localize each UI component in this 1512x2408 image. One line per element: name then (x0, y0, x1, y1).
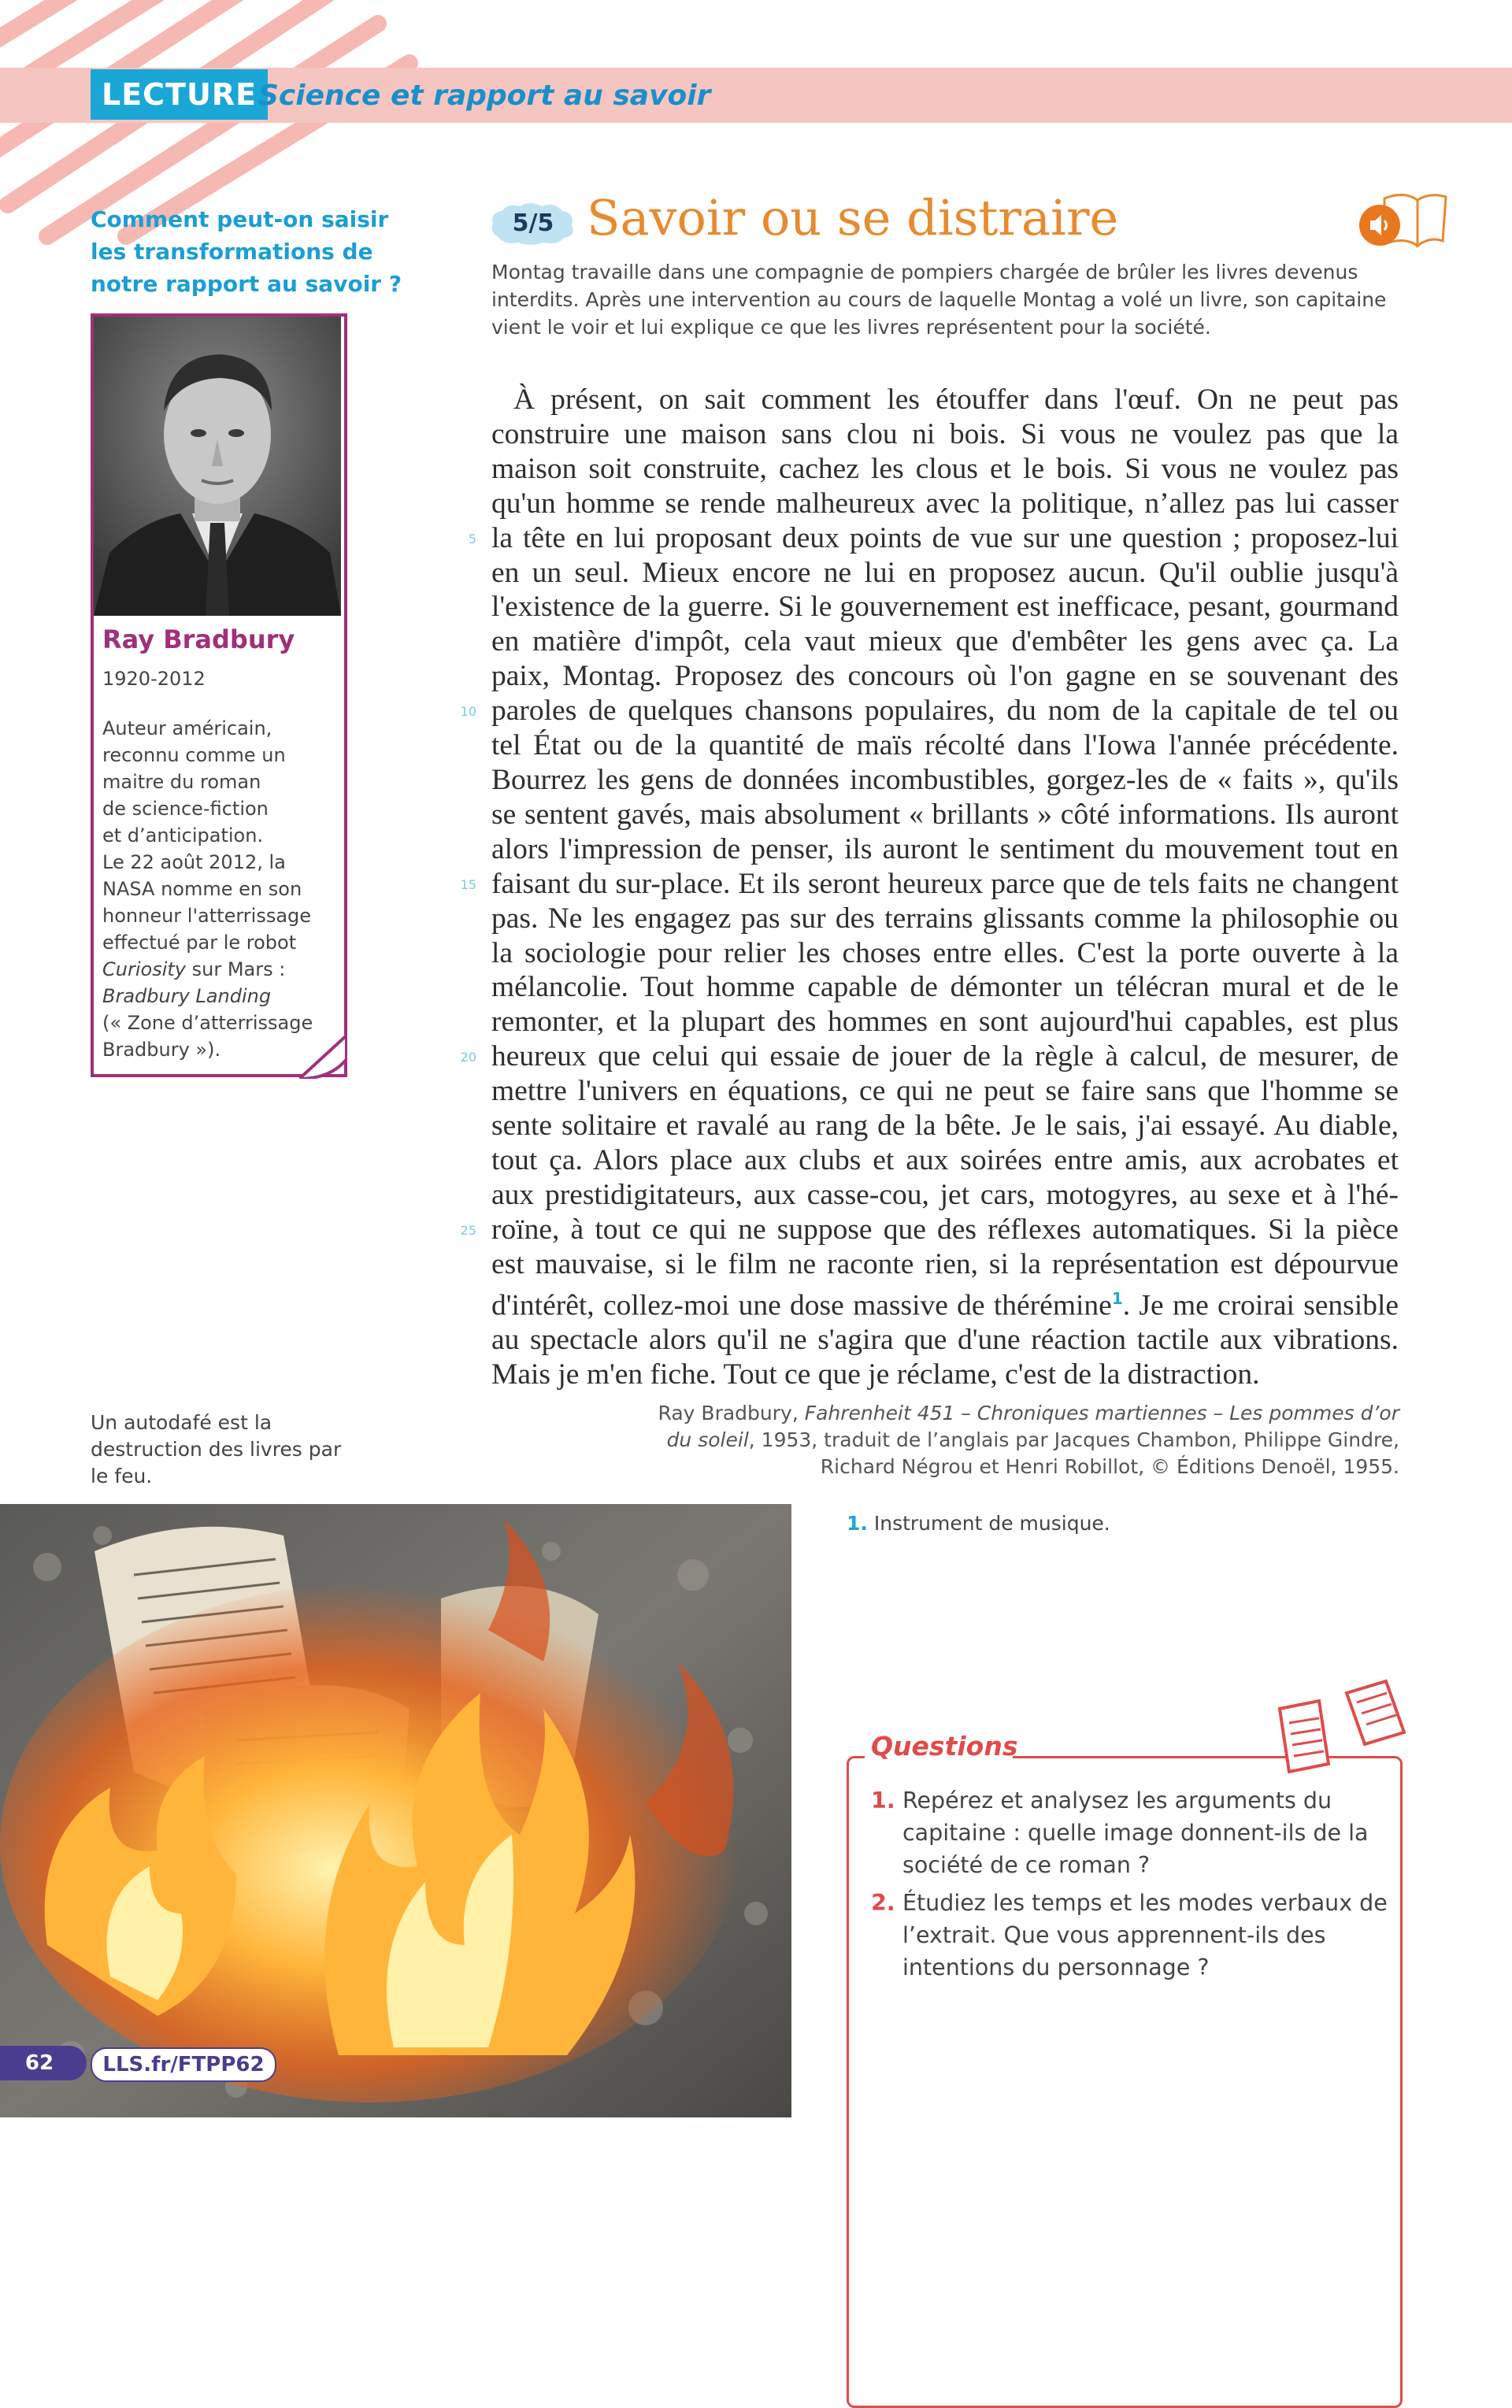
source-credit: Ray Bradbury, Fahrenheit 451 – Chroniques martiennes – Les pommes d’or du soleil, 1953, traduit de l’anglais par Jacques Chambon, Philippe Gindre, Richard Négrou et Henri Robillot, © Éditions Denoël, 1955. (658, 1402, 1399, 1478)
excerpt-line: est mauvaise, si le film ne raconte rien, si la représentation est dépourvue (491, 1247, 1399, 1280)
excerpt-line: se sentent gavés, mais absolument « brillants » côté informations. Ils auront (491, 798, 1399, 831)
author-bio: Auteur américain, reconnu comme un maitre du roman de science-fiction et d’anticipation. Le 22 août 2012, la NASA nomme en son honneur l'atterrissage effectué par le robot Curiosity sur Mars : Bradbury Landing (« Zone d’atterrissage Bradbury »). (102, 717, 313, 1061)
excerpt-line-with-footnote: d'intérêt, collez-moi une dose massive de thérémine$^1$. Je me croirai sensible (491, 1288, 1399, 1322)
footnote-marker[interactable]: 1 (1111, 1288, 1123, 1308)
line-number: 20 (460, 1050, 476, 1065)
excerpt-line: faisant du sur-place. Et ils seront heureux parce que de tels faits ne changent (491, 867, 1399, 900)
page-number: 62 (24, 2051, 54, 2075)
excerpt-line: tout ça. Alors place aux clubs et aux soirées entre amis, aux acrobates et (491, 1143, 1399, 1176)
line-number: 5 (468, 532, 476, 546)
card-page-curl-icon (299, 1035, 346, 1079)
excerpt-line: paroles de quelques chansons populaires, du nom de la capitale de tel ou (491, 695, 1399, 728)
excerpt-line: mettre l'univers en équations, ce qui ne peut se faire sans que l'homme se (491, 1075, 1399, 1108)
section-label: LECTURE (91, 69, 268, 120)
excerpt-line: pas. Ne les engagez pas sur des terrains glissants comme la philosophie ou (491, 902, 1399, 935)
excerpt-line: alors l'impression de penser, ils auront le sentiment du mouvement tout en (491, 832, 1399, 865)
excerpt-line: paix, Montag. Proposez des concours où l'on gagne en se souvenant des (491, 660, 1399, 693)
excerpt-line: mélancolie. Tout homme capable de démonter un télécran mural et de le (491, 971, 1399, 1004)
excerpt-line: tel État ou de la quantité de maïs récolté dans l'Iowa l'année précédente. (491, 729, 1399, 762)
excerpt-line: qu'un homme se rende malheureux avec la politique, n’allez pas lui casser (491, 487, 1399, 520)
section-subtitle: Science et rapport au savoir (258, 80, 711, 112)
line-number: 25 (460, 1223, 476, 1238)
author-name: Ray Bradbury (102, 624, 295, 654)
excerpt-line: roïne, à tout ce qui ne suppose que des réflexes automatiques. Si la pièce (491, 1213, 1399, 1246)
excerpt-line: remonter, et la plupart des hommes en sont aujourd'hui capables, est plus (491, 1006, 1399, 1039)
excerpt-text (491, 383, 1399, 1392)
guiding-question: Comment peut-on saisir les transformations de notre rapport au savoir ? (91, 206, 402, 297)
excerpt-line: la sociologie pour relier les choses entre elles. C'est la porte ouverte à la (491, 936, 1399, 969)
excerpt-line: maison soit construite, cachez les clous et le bois. Si vous ne voulez pas (491, 452, 1399, 485)
burning-books-photo (0, 1504, 791, 2117)
excerpt-line: aux prestidigitateurs, aux casse-cou, jet cars, motogyres, au sexe et à l'hé- (491, 1178, 1399, 1211)
excerpt-line: la tête en lui proposant deux points de vue sur une question ; proposez-lui (491, 521, 1399, 554)
excerpt-line: construire une maison sans clou ni bois. Si vous ne voulez pas que la (491, 417, 1399, 450)
excerpt-line: l'existence de la guerre. Si le gouvernement est inefficace, pesant, gourmand (491, 591, 1399, 624)
footer-link[interactable]: LLS.fr/FTPP62 (102, 2053, 265, 2076)
intro-text: Montag travaille dans une compagnie de pompiers chargée de brûler les livres devenus interdits. Après une intervention au cours de laquelle Montag a volé un livre, son capitaine vient le voir et lui explique ce que les livres représentent pour la société. (491, 261, 1387, 339)
question-item: 2. Étudiez les temps et les modes verbaux de l’extrait. Que vous apprennent-ils des intentions du personnage ? (871, 1890, 1388, 1980)
excerpt-line: en matière d'impôt, cela vaut mieux que d'embêter les gens avec ça. La (491, 625, 1399, 658)
excerpt-line: en un seul. Mieux encore ne lui en proposez aucun. Qu'il oublie jusqu'à (491, 556, 1399, 589)
excerpt-line: Bourrez les gens de données incombustibles, gorgez-les de « faits », qu'ils (491, 763, 1399, 796)
questions-heading: Questions (871, 1731, 1018, 1762)
excerpt-line: À présent, on sait comment les étouffer dans l'œuf. On ne peut pas (513, 383, 1399, 416)
page-title: Savoir ou se distraire (587, 189, 1119, 246)
autodafe-caption: Un autodafé est la destruction des livres par le feu. (91, 1411, 342, 1487)
line-number: 10 (460, 704, 476, 719)
author-portrait-photo (94, 317, 341, 616)
audio-book-icon[interactable] (1353, 189, 1447, 252)
question-item: 1. Repérez et analysez les arguments du capitaine : quelle image donnent-ils de la société de ce roman ? (871, 1787, 1369, 1878)
excerpt-line: au spectacle alors qu'il ne s'agira que d'une réaction tactile aux vibrations. (491, 1323, 1399, 1356)
author-dates: 1920-2012 (102, 668, 206, 690)
excerpt-line: heureux que celui qui essaie de jouer de la règle à calcul, de mesurer, de (491, 1040, 1399, 1073)
questions-papers-icon (1272, 1677, 1406, 1780)
excerpt-line: Mais je m'en fiche. Tout ce que je réclame, c'est de la distraction. (491, 1358, 1260, 1391)
excerpt-line: sente solitaire et ravalé au rang de la bête. Je le sais, j'ai essayé. Au diable, (491, 1110, 1399, 1143)
line-number: 15 (460, 877, 476, 892)
step-indicator: 5/5 (512, 209, 554, 237)
footnote: 1. Instrument de musique. (847, 1512, 1110, 1535)
